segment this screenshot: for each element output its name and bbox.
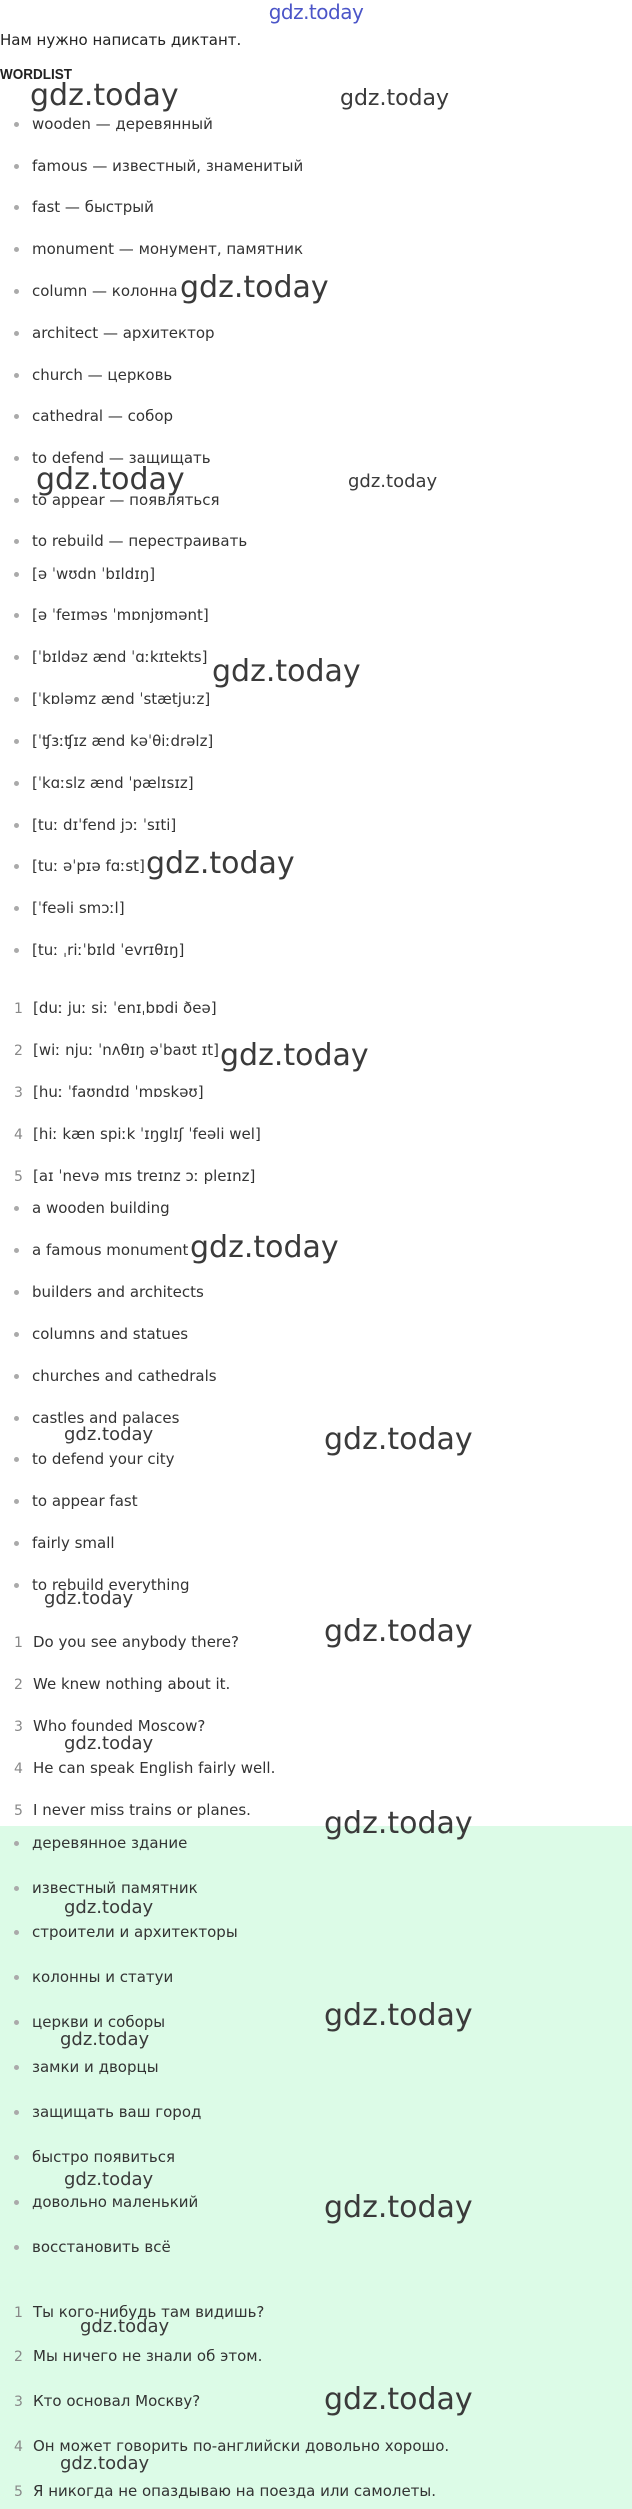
list-item-text: a famous monument bbox=[32, 1241, 189, 1259]
list-item-text: He can speak English fairly well. bbox=[33, 1759, 276, 1777]
list-item-text: column — колонна bbox=[32, 282, 178, 300]
list-item bbox=[14, 689, 210, 709]
bullet-icon bbox=[14, 823, 19, 828]
list-item bbox=[14, 1491, 138, 1511]
list-item bbox=[14, 406, 173, 426]
bullet-icon bbox=[14, 331, 19, 336]
bullet-icon bbox=[14, 948, 19, 953]
list-item bbox=[14, 1922, 238, 1942]
intro-text: Нам нужно написать диктант. bbox=[0, 31, 242, 49]
bullet-icon bbox=[14, 739, 19, 744]
watermark: gdz.today bbox=[324, 2382, 473, 2417]
bullet-icon bbox=[14, 1541, 19, 1546]
list-item bbox=[14, 898, 125, 918]
list-item-text: [tuː əˈpɪə fɑːst] bbox=[32, 857, 145, 875]
watermark: gdz.today bbox=[60, 2453, 150, 2474]
list-item-text: church — церковь bbox=[32, 366, 173, 384]
list-item bbox=[14, 815, 176, 835]
item-number: 2 bbox=[14, 1043, 23, 1059]
bullet-icon bbox=[14, 539, 19, 544]
list-item-text: fairly small bbox=[32, 1534, 115, 1552]
list-item-text: церкви и соборы bbox=[32, 2013, 166, 2031]
bullet-icon bbox=[14, 205, 19, 210]
list-item-text: [tuː dɪˈfend jɔː ˈsɪti] bbox=[32, 816, 177, 834]
bullet-icon bbox=[14, 122, 19, 127]
list-item-text: to defend your city bbox=[32, 1450, 175, 1468]
list-item bbox=[14, 1833, 187, 1853]
list-item bbox=[14, 1716, 205, 1737]
list-item bbox=[14, 1408, 179, 1428]
list-item bbox=[14, 197, 154, 217]
list-item bbox=[14, 2012, 165, 2032]
list-item-text: wooden — деревянный bbox=[32, 115, 213, 133]
list-item-text: Я никогда не опаздываю на поезда или самолеты. bbox=[33, 2482, 437, 2500]
watermark: gdz.today bbox=[44, 1588, 134, 1609]
list-item-text: architect — архитектор bbox=[32, 324, 215, 342]
list-item-text: известный памятник bbox=[32, 1879, 198, 1897]
list-item bbox=[14, 239, 303, 259]
bullet-icon bbox=[14, 2245, 19, 2250]
watermark: gdz.today bbox=[180, 270, 329, 305]
bullet-icon bbox=[14, 1930, 19, 1935]
list-item bbox=[14, 1533, 115, 1553]
list-item-text: [tuː ˌriːˈbɪld ˈevrɪθɪŋ] bbox=[32, 941, 185, 959]
list-item bbox=[14, 1674, 230, 1695]
list-item-text: columns and statues bbox=[32, 1325, 189, 1343]
watermark: gdz.today bbox=[64, 1733, 154, 1754]
list-item-text: [ˈfeəli smɔːl] bbox=[32, 899, 125, 917]
list-item bbox=[14, 564, 155, 584]
list-item bbox=[14, 448, 211, 468]
list-item-text: a wooden building bbox=[32, 1199, 170, 1217]
list-item-text: Do you see anybody there? bbox=[33, 1633, 239, 1651]
bullet-icon bbox=[14, 373, 19, 378]
list-item bbox=[14, 2147, 175, 2167]
bullet-icon bbox=[14, 247, 19, 252]
watermark: gdz.today bbox=[30, 78, 179, 113]
bullet-icon bbox=[14, 2200, 19, 2205]
watermark: gdz.today bbox=[220, 1038, 369, 1073]
watermark: gdz.today bbox=[324, 1806, 473, 1841]
bullet-icon bbox=[14, 1841, 19, 1846]
list-item-text: fast — быстрый bbox=[32, 198, 154, 216]
watermark: gdz.today bbox=[324, 1614, 473, 1649]
item-number: 1 bbox=[14, 1001, 23, 1017]
watermark: gdz.today bbox=[60, 2029, 150, 2050]
bullet-icon bbox=[14, 164, 19, 169]
bullet-icon bbox=[14, 2155, 19, 2160]
list-item bbox=[14, 323, 215, 343]
list-item-text: to defend — защищать bbox=[32, 449, 211, 467]
bullet-icon bbox=[14, 289, 19, 294]
bullet-icon bbox=[14, 2020, 19, 2025]
list-item-text: Ты кого-нибудь там видишь? bbox=[33, 2303, 265, 2321]
list-item-text: восстановить всё bbox=[32, 2238, 171, 2256]
watermark: gdz.today bbox=[80, 2316, 170, 2337]
list-item bbox=[14, 2192, 198, 2212]
list-item-text: to rebuild — перестраивать bbox=[32, 532, 248, 550]
item-number: 1 bbox=[14, 2305, 23, 2321]
list-item bbox=[14, 2237, 171, 2257]
list-item bbox=[14, 1282, 204, 1302]
item-number: 3 bbox=[14, 2394, 23, 2410]
list-item-text: [ə ˈfeɪməs ˈmɒnjʊmənt] bbox=[32, 606, 209, 624]
watermark: gdz.today bbox=[324, 1422, 473, 1457]
item-number: 4 bbox=[14, 1761, 23, 1777]
list-item bbox=[14, 281, 178, 301]
item-number: 3 bbox=[14, 1085, 23, 1101]
list-item-text: Кто основал Москву? bbox=[33, 2392, 201, 2410]
list-item-text: I never miss trains or planes. bbox=[33, 1801, 251, 1819]
list-item bbox=[14, 1040, 219, 1061]
list-item-text: [ˈbɪldəz ænd ˈɑːkɪtekts] bbox=[32, 648, 208, 666]
list-item-text: We knew nothing about it. bbox=[33, 1675, 231, 1693]
watermark: gdz.today bbox=[340, 86, 450, 111]
watermark: gdz.today bbox=[36, 462, 185, 497]
bullet-icon bbox=[14, 1457, 19, 1462]
list-item-text: [hiː kæn spiːk ˈɪŋglɪʃ ˈfeəli wel] bbox=[33, 1125, 261, 1143]
list-item-text: castles and palaces bbox=[32, 1409, 180, 1427]
list-item bbox=[14, 1166, 255, 1187]
list-item bbox=[14, 531, 247, 551]
list-item-text: [huː ˈfaʊndɪd ˈmɒskəʊ] bbox=[33, 1083, 204, 1101]
watermark: gdz.today bbox=[348, 471, 438, 492]
bullet-icon bbox=[14, 1248, 19, 1253]
list-item bbox=[14, 1366, 217, 1386]
item-number: 2 bbox=[14, 2349, 23, 2365]
list-item bbox=[14, 2346, 262, 2367]
item-number: 5 bbox=[14, 1169, 23, 1185]
bullet-icon bbox=[14, 498, 19, 503]
list-item-text: [ˈʧɜːʧɪz ænd kəˈθiːdrəlz] bbox=[32, 732, 214, 750]
list-item bbox=[14, 1324, 188, 1344]
list-item-text: строители и архитекторы bbox=[32, 1923, 238, 1941]
list-item-text: Он может говорить по-английски довольно хорошо. bbox=[33, 2437, 450, 2455]
bullet-icon bbox=[14, 1499, 19, 1504]
bullet-icon bbox=[14, 906, 19, 911]
list-item-text: замки и дворцы bbox=[32, 2058, 159, 2076]
list-item-text: cathedral — собор bbox=[32, 407, 174, 425]
list-item bbox=[14, 940, 184, 960]
item-number: 4 bbox=[14, 2439, 23, 2455]
list-item-text: [aɪ ˈnevə mɪs treɪnz ɔː pleɪnz] bbox=[33, 1167, 256, 1185]
list-item bbox=[14, 1198, 170, 1218]
list-item bbox=[14, 2481, 436, 2502]
bullet-icon bbox=[14, 1886, 19, 1891]
list-item bbox=[14, 1800, 251, 1821]
list-item bbox=[14, 1632, 239, 1653]
list-item-text: monument — монумент, памятник bbox=[32, 240, 304, 258]
watermark: gdz.today bbox=[190, 1230, 339, 1265]
item-number: 5 bbox=[14, 1803, 23, 1819]
item-number: 4 bbox=[14, 1127, 23, 1143]
list-item bbox=[14, 1878, 198, 1898]
list-item bbox=[14, 1449, 175, 1469]
bullet-icon bbox=[14, 456, 19, 461]
list-item-text: Who founded Moscow? bbox=[33, 1717, 206, 1735]
list-item-text: быстро появиться bbox=[32, 2148, 175, 2166]
list-item bbox=[14, 365, 172, 385]
list-item bbox=[14, 1240, 188, 1260]
list-item-text: builders and architects bbox=[32, 1283, 204, 1301]
list-item-text: to appear — появляться bbox=[32, 491, 220, 509]
bullet-icon bbox=[14, 1975, 19, 1980]
watermark: gdz.today bbox=[64, 1424, 154, 1445]
bullet-icon bbox=[14, 414, 19, 419]
list-item-text: Мы ничего не знали об этом. bbox=[33, 2347, 263, 2365]
item-number: 5 bbox=[14, 2484, 23, 2500]
watermark: gdz.today bbox=[324, 2190, 473, 2225]
list-item bbox=[14, 647, 207, 667]
list-item bbox=[14, 2436, 449, 2457]
bullet-icon bbox=[14, 2065, 19, 2070]
site-logo[interactable]: gdz.today bbox=[268, 0, 364, 24]
list-item-text: деревянное здание bbox=[32, 1834, 188, 1852]
list-item-text: to appear fast bbox=[32, 1492, 138, 1510]
list-item-text: [duː juː siː ˈenɪˌbɒdi ðeə] bbox=[33, 999, 217, 1017]
bullet-icon bbox=[14, 1416, 19, 1421]
list-item-text: [ˈkɒləmz ænd ˈstætjuːz] bbox=[32, 690, 211, 708]
bullet-icon bbox=[14, 1374, 19, 1379]
list-item-text: колонны и статуи bbox=[32, 1968, 174, 1986]
bullet-icon bbox=[14, 864, 19, 869]
list-item bbox=[14, 1758, 275, 1779]
list-item bbox=[14, 156, 303, 176]
list-item bbox=[14, 605, 209, 625]
list-item-text: famous — известный, знаменитый bbox=[32, 157, 304, 175]
watermark: gdz.today bbox=[64, 1897, 154, 1918]
list-item bbox=[14, 856, 145, 876]
bullet-icon bbox=[14, 1206, 19, 1211]
bullet-icon bbox=[14, 2110, 19, 2115]
list-item bbox=[14, 114, 213, 134]
list-item-text: churches and cathedrals bbox=[32, 1367, 217, 1385]
list-item bbox=[14, 1575, 190, 1595]
list-item bbox=[14, 1967, 173, 1987]
watermark: gdz.today bbox=[212, 654, 361, 689]
bullet-icon bbox=[14, 1290, 19, 1295]
bullet-icon bbox=[14, 781, 19, 786]
list-item-text: [ə ˈwʊdn ˈbɪldɪŋ] bbox=[32, 565, 156, 583]
list-item-text: защищать ваш город bbox=[32, 2103, 202, 2121]
bullet-icon bbox=[14, 1583, 19, 1588]
list-item-text: to rebuild everything bbox=[32, 1576, 190, 1594]
item-number: 1 bbox=[14, 1635, 23, 1651]
list-item-text: [ˈkɑːslz ænd ˈpælɪsɪz] bbox=[32, 774, 194, 792]
list-item bbox=[14, 2102, 201, 2122]
item-number: 3 bbox=[14, 1719, 23, 1735]
watermark: gdz.today bbox=[146, 846, 295, 881]
list-item bbox=[14, 1082, 204, 1103]
list-item-text: довольно маленький bbox=[32, 2193, 199, 2211]
list-item bbox=[14, 2302, 264, 2323]
list-item bbox=[14, 2391, 200, 2412]
bullet-icon bbox=[14, 697, 19, 702]
list-item bbox=[14, 773, 194, 793]
bullet-icon bbox=[14, 572, 19, 577]
list-item-text: [wiː njuː ˈnʌθɪŋ əˈbaʊt ɪt] bbox=[33, 1041, 219, 1059]
item-number: 2 bbox=[14, 1677, 23, 1693]
list-item bbox=[14, 2057, 159, 2077]
bullet-icon bbox=[14, 655, 19, 660]
wordlist-heading: WORDLIST bbox=[0, 66, 72, 83]
bullet-icon bbox=[14, 613, 19, 618]
watermark: gdz.today bbox=[64, 2169, 154, 2190]
list-item bbox=[14, 731, 213, 751]
list-item bbox=[14, 998, 217, 1019]
list-item bbox=[14, 1124, 261, 1145]
bullet-icon bbox=[14, 1332, 19, 1337]
list-item bbox=[14, 490, 220, 510]
watermark: gdz.today bbox=[324, 1998, 473, 2033]
